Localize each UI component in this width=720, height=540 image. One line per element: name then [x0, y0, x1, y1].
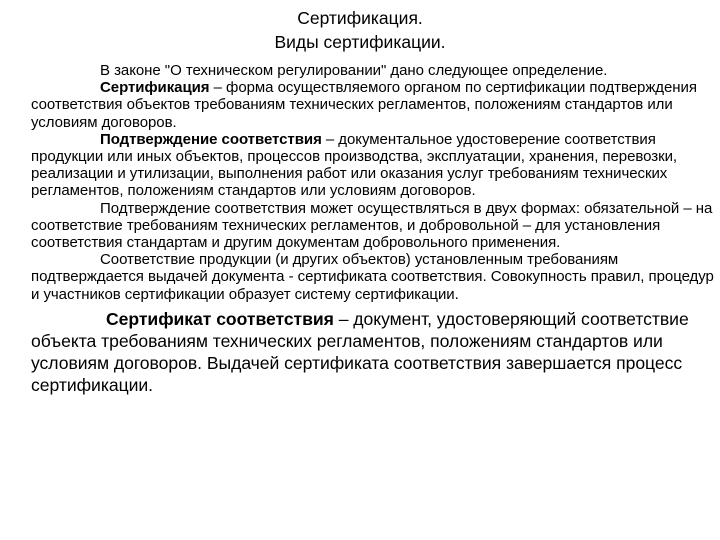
certificate-definition	[31, 308, 717, 397]
conformity-confirmation-term: Подтверждение соответствия	[100, 130, 322, 148]
conformity-forms-paragraph: Подтверждение соответствия может осуществляться в двух формах: обязательной – на соответствие требованиям технических регламентов, и добровольной – для установления соответствия стандартам и другим документам добровольного применения.	[31, 199, 713, 252]
slide-title	[0, 6, 720, 54]
certification-term: Сертификация	[100, 79, 210, 97]
certificate-term: Сертификат соответствия	[106, 308, 334, 329]
conformity-confirmation-definition	[31, 131, 717, 200]
conformity-confirmation-text: – документальное удостоверение соответствия продукции или иных объектов, процессов производства, эксплуатации, хранения, перевозки, реализации и утилизации, выполнения работ или оказания услуг требованиям технических регламентов, положениям стандартов или условиям договоров.	[31, 130, 678, 200]
certification-text: – форма осуществляемого органом по сертификации подтверждения соответствия объектов требованиям технических регламентов, положениям стандартов или условиям договоров.	[31, 79, 697, 131]
intro-paragraph: В законе "О техническом регулировании" дано следующее определение.	[100, 62, 608, 79]
slide-body	[31, 62, 717, 397]
title-line-1: Сертификация.	[297, 8, 423, 28]
title-line-2: Виды сертификации.	[274, 32, 446, 52]
certification-system-paragraph: Соответствие продукции (и других объектов) установленным требованиям подтверждается выдачей документа - сертификата соответствия. Совокупность правил, процедур и участников сертификации образует систему сертификации.	[31, 251, 714, 303]
certification-definition	[31, 79, 717, 131]
certificate-text: – документ, удостоверяющий соответствие объекта требованиям технических регламентов, положениям стандартов или условиям договоров. Выдачей сертификата соответствия завершается процесс сертификации.	[31, 308, 689, 396]
